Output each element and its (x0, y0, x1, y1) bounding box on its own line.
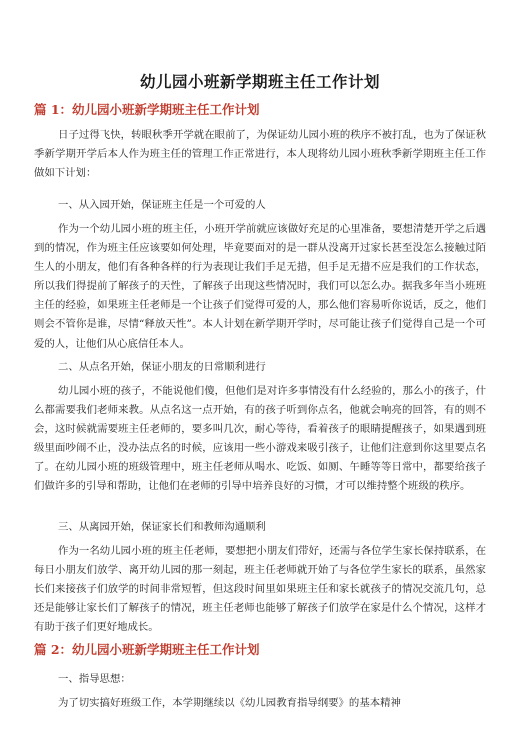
section-1-heading: 篇 1：幼儿园小班新学期班主任工作计划 (34, 102, 260, 117)
section-2-item-1-heading: 一、指导思想： (58, 673, 131, 685)
section-1-item-2-body: 幼儿园小班的孩子，不能说他们傻，但他们是对许多事情没有什么经验的，那么小的孩子，什么都需要我们老师来教。从点名这一点开始，有的孩子听到你点名，他就会响亮的回答，有的则不会，这时候就需要班主任老师的，要多叫几次，耐心等待，看着孩子的眼睛提醒孩子，如果遇到班级里面吵闹不止，没办法点名的时候，应该用一些小游戏来吸引孩子，让他们注意到你这里要点名了。在幼儿园小班的班级管理中，班主任老师从喝水、吃饭、如厕、午睡等等日常中，都要给孩子们做许多的引导和帮助，让他们在老师的引导中培养良好的习惯，才可以维持整个班级的秩序。 (34, 385, 486, 493)
section-1-intro: 日子过得飞快，转眼秋季开学就在眼前了，为保证幼儿园小班的秩序不被打乱，也为了保证秋季新学期开学后本人作为班主任的管理工作正常进行，本人现将幼儿园小班秋季新学期班主任工作做如下计划： (34, 129, 486, 180)
section-1-item-1-heading: 一、从入园开始，保证班主任是一个可爱的人 (58, 199, 266, 211)
section-1-item-3-heading: 三、从离园开始，保证家长们和教师沟通顺利 (58, 521, 266, 533)
section-2-item-1-body: 为了切实搞好班级工作，本学期继续以《幼儿园教育指导纲要》的基本精神 (58, 697, 401, 709)
section-1-item-2-heading: 二、从点名开始，保证小朋友的日常顺利进行 (58, 361, 266, 373)
section-2-heading: 篇 2：幼儿园小班新学期班主任工作计划 (34, 642, 260, 657)
document-title: 幼儿园小班新学期班主任工作计划 (139, 72, 380, 91)
section-1-item-3-body: 作为一名幼儿园小班的班主任老师，要想把小朋友们带好，还需与各位学生家长保持联系，在每日小朋友们放学、离开幼儿园的那一刻起，班主任老师就开始了与各位学生家长的联系，虽然家长们来接孩子们放学的时间非常短暂，但这段时间里如果班主任和家长就孩子的情况交流几句，总还是能够让家长们了解孩子的情况，班主任老师也能够了解孩子们放学在家是什么个情况，这样才有助于孩子们更好地成长。 (34, 545, 486, 634)
section-1-item-1-body: 作为一个幼儿园小班的班主任，小班开学前就应该做好充足的心里准备，要想清楚开学之后遇到的情况，作为班主任应该要如何处理，毕竟要面对的是一群从没离开过家长甚至没怎么接触过陌生人的小朋友，他们有各种各样的行为表现让我们手足无措，但手足无措不应是我们的工作状态，所以我们得提前了解孩子的天性，了解孩子出现这些情况时，我们可以怎么办。据我多年当小班班主任的经验，如果班主任老师是一个让孩子们觉得可爱的人，那么他们容易听你说话，反之，他们则会不管你是谁，尽情“释放天性”。本人计划在新学期开学时，尽可能让孩子们觉得自己是一个可爱的人，让他们从心底信任本人。 (34, 223, 486, 350)
